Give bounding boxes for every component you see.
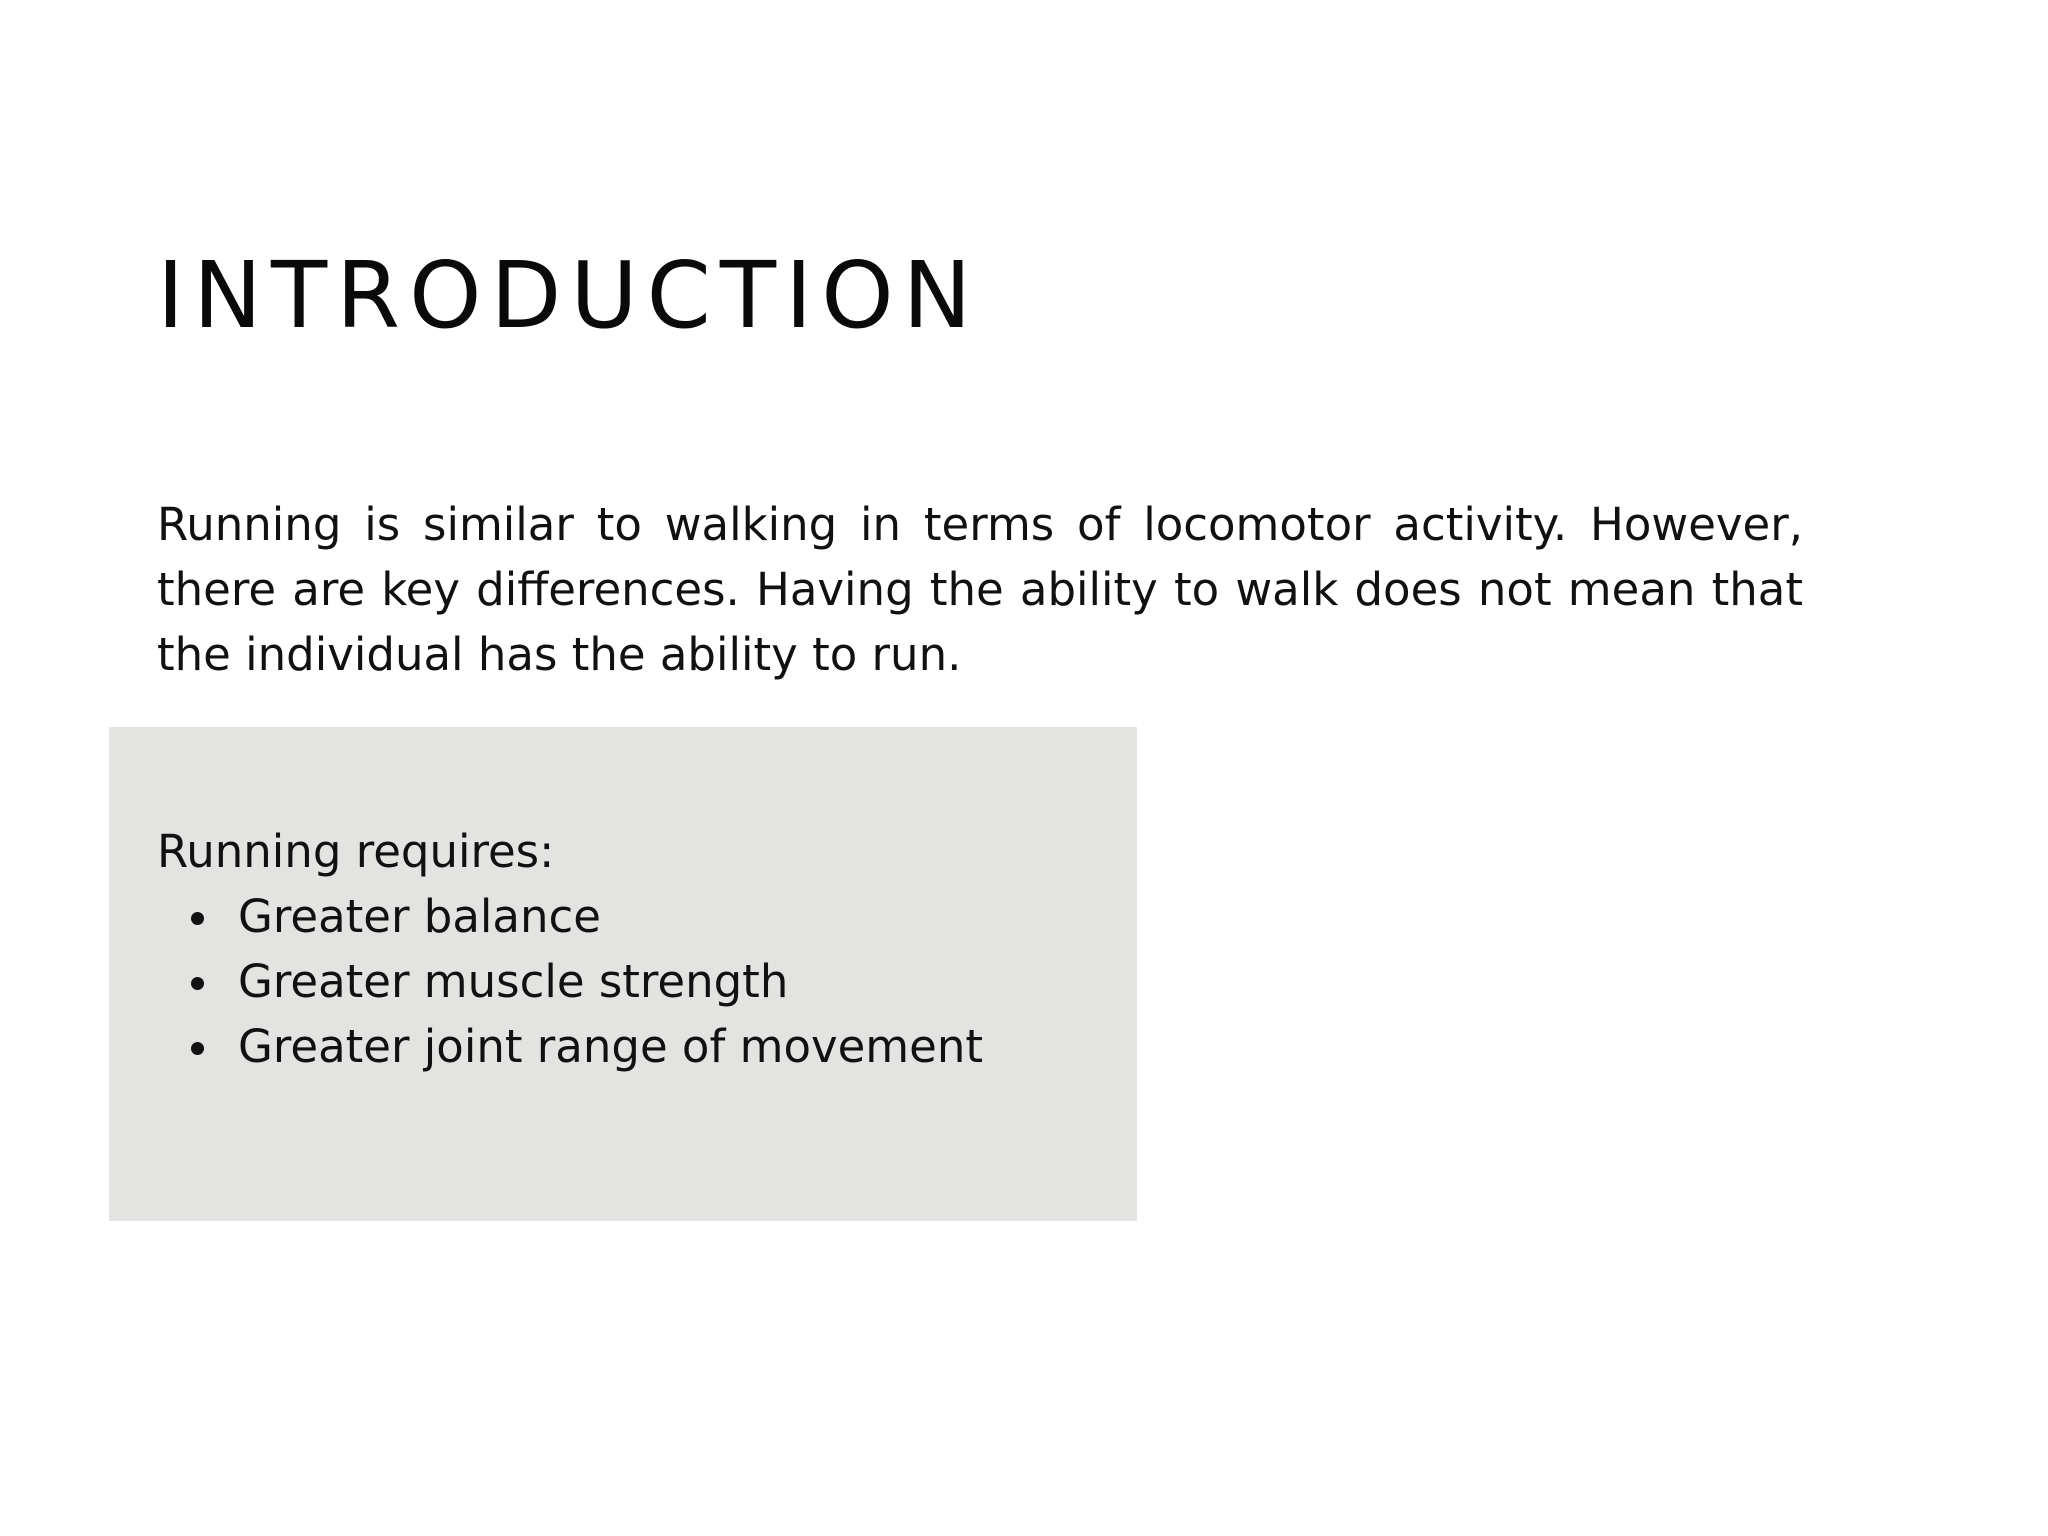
list-item-label: Greater muscle strength <box>238 955 789 1008</box>
bullet-icon <box>191 977 204 990</box>
requirements-heading: Running requires: <box>157 825 555 878</box>
list-item <box>157 949 983 1014</box>
bullet-icon <box>191 912 204 925</box>
list-item-label: Greater balance <box>238 890 601 943</box>
intro-paragraph: Running is similar to walking in terms of locomotor activity. However, there are key differences. Having the ability to walk does not mean that the individual has the ability to run. <box>157 498 1803 681</box>
requirements-list <box>157 884 983 1079</box>
slide-title: INTRODUCTION <box>157 242 981 349</box>
list-item <box>157 884 983 949</box>
list-item-label: Greater joint range of movement <box>238 1020 983 1073</box>
list-item <box>157 1014 983 1079</box>
requirements-panel <box>109 727 1137 1221</box>
bullet-icon <box>191 1042 204 1055</box>
